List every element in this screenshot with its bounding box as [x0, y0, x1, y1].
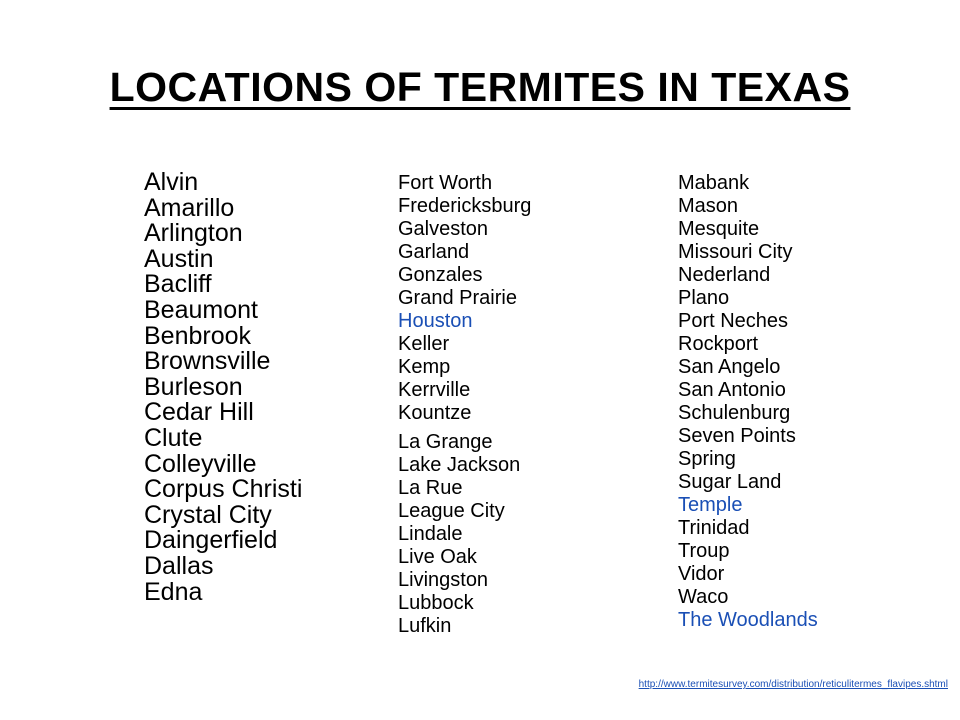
city-item: Kemp	[398, 356, 451, 378]
city-item: Corpus Christi	[144, 475, 303, 504]
city-item: Mason	[678, 195, 739, 217]
city-column-2	[398, 172, 531, 638]
city-item: Live Oak	[398, 546, 477, 568]
city-item: Houston	[398, 310, 473, 332]
page-title-text: LOCATIONS OF TERMITES IN TEXAS	[109, 64, 851, 110]
city-item: Alvin	[144, 168, 199, 196]
city-item: Galveston	[398, 218, 489, 240]
city-item: Clute	[144, 423, 203, 452]
city-item: Gonzales	[398, 264, 483, 286]
city-item: Arlington	[144, 219, 243, 248]
city-item: Garland	[398, 241, 470, 263]
city-item: The Woodlands	[678, 609, 818, 631]
city-item: Trinidad	[678, 517, 750, 539]
city-item: Livingston	[398, 569, 489, 591]
city-item: Vidor	[678, 563, 725, 585]
city-item: Crystal City	[144, 500, 272, 529]
city-item: San Antonio	[678, 379, 786, 401]
city-item: La Grange	[398, 431, 493, 453]
city-item: Dallas	[144, 551, 214, 580]
city-column-3	[678, 172, 818, 632]
city-item: Cedar Hill	[144, 398, 254, 427]
city-item: Benbrook	[144, 321, 252, 350]
city-item: Bacliff	[144, 270, 212, 299]
city-item: League City	[398, 500, 505, 522]
city-item: Colleyville	[144, 449, 257, 478]
city-item: Kerrville	[398, 379, 471, 401]
city-item: Lindale	[398, 523, 463, 545]
city-item: Daingerfield	[144, 526, 278, 555]
city-item: Plano	[678, 287, 730, 309]
city-item: Brownsville	[144, 347, 271, 376]
city-item: Austin	[144, 244, 214, 273]
city-item: Mesquite	[678, 218, 760, 240]
city-item: Sugar Land	[678, 471, 782, 493]
city-column-1	[144, 170, 302, 605]
page-title	[0, 64, 960, 111]
city-item: Lufkin	[398, 615, 452, 637]
city-item: Schulenburg	[678, 402, 791, 424]
city-item: Spring	[678, 448, 736, 470]
city-item: Rockport	[678, 333, 759, 355]
city-item: Waco	[678, 586, 729, 608]
city-item: Troup	[678, 540, 730, 562]
city-item: La Rue	[398, 477, 463, 499]
city-item: Fort Worth	[398, 172, 493, 194]
city-item: Edna	[144, 577, 203, 606]
city-item: Nederland	[678, 264, 771, 286]
city-item: Amarillo	[144, 193, 235, 222]
city-item: Lubbock	[398, 592, 474, 614]
city-item: Mabank	[678, 172, 750, 194]
source-link[interactable]: http://www.termitesurvey.com/distribution/reticulitermes_flavipes.shtml	[638, 679, 948, 690]
city-item: Seven Points	[678, 425, 796, 447]
city-item: Kountze	[398, 402, 472, 424]
city-item: Port Neches	[678, 310, 789, 332]
city-item: Keller	[398, 333, 450, 355]
city-item: Missouri City	[678, 241, 793, 263]
city-item: Temple	[678, 494, 743, 516]
city-item: Fredericksburg	[398, 195, 532, 217]
city-item: Burleson	[144, 372, 243, 401]
city-item: San Angelo	[678, 356, 781, 378]
city-item: Grand Prairie	[398, 287, 517, 309]
city-item: Lake Jackson	[398, 454, 521, 476]
city-item: Beaumont	[144, 295, 258, 324]
